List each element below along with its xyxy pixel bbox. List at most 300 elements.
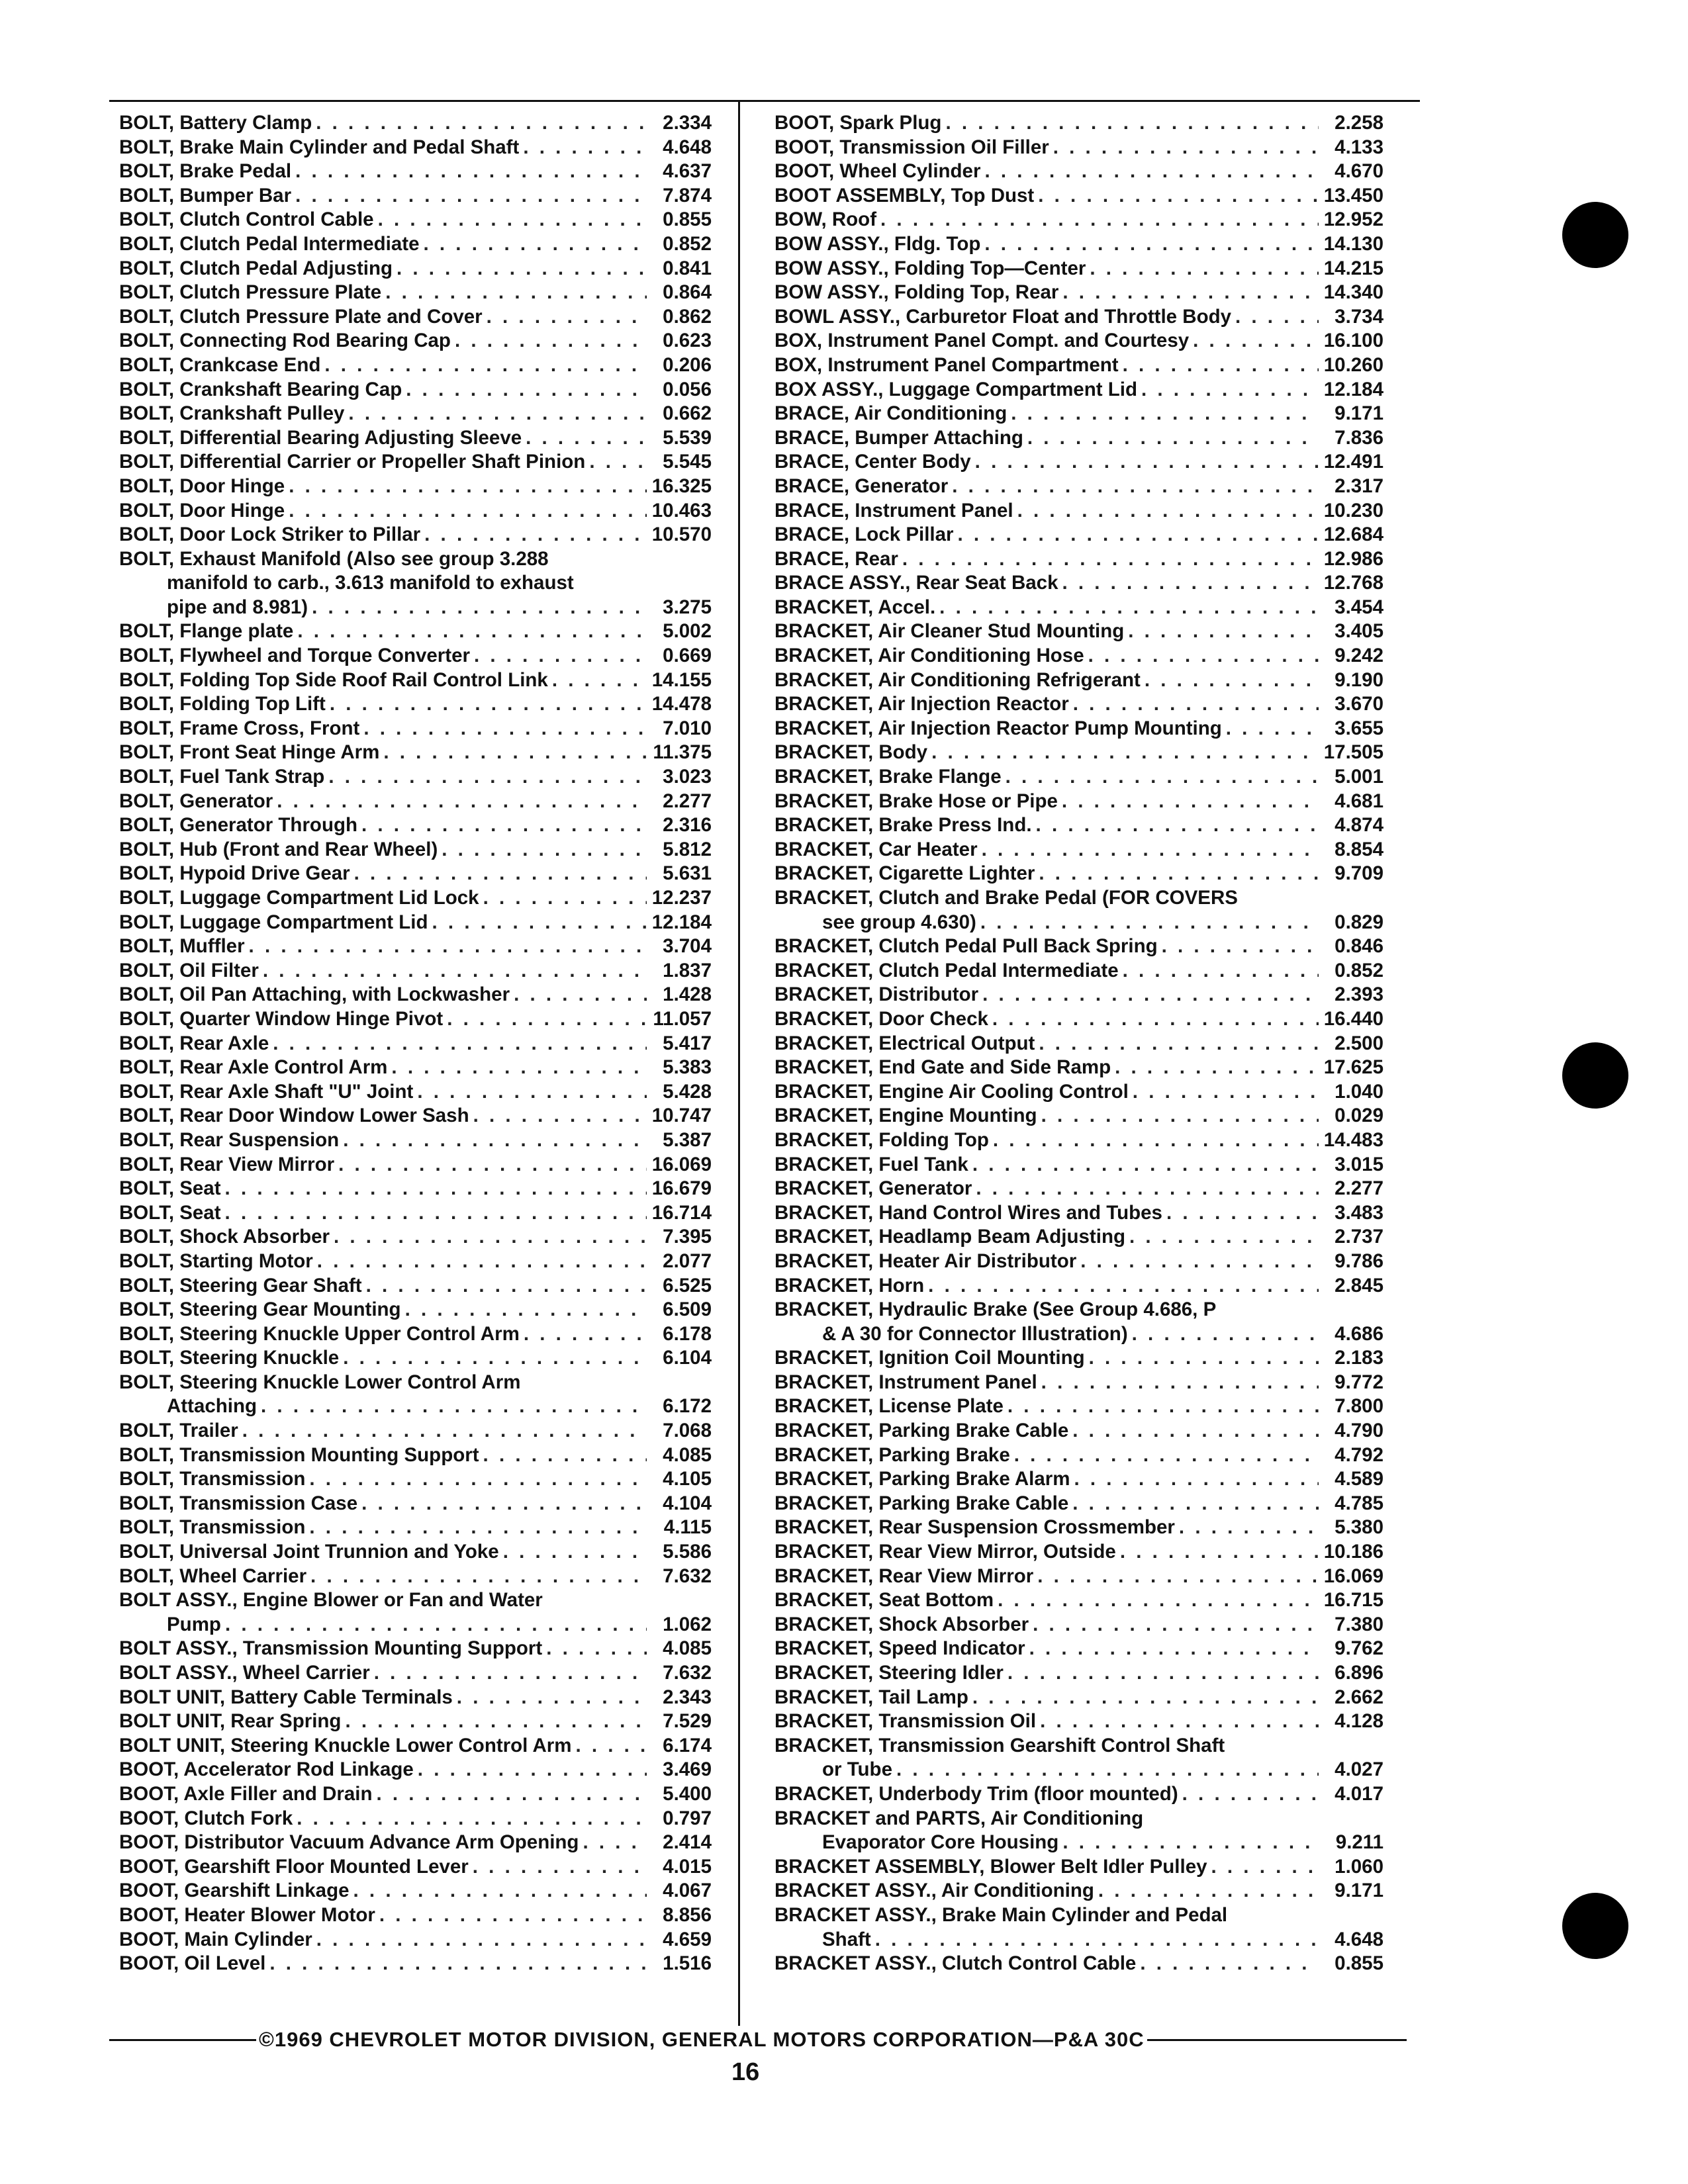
top-rule xyxy=(109,100,1420,102)
dot-leader xyxy=(391,1056,647,1080)
entry-name-line: BOLT, Differential Bearing Adjusting Sleeve xyxy=(119,426,522,449)
group-number: 0.855 xyxy=(1335,1952,1383,1975)
index-entry xyxy=(774,402,1383,426)
group-number: 6.104 xyxy=(663,1347,712,1369)
dot-leader xyxy=(366,1274,647,1298)
group-number: 7.836 xyxy=(1335,426,1383,449)
index-entry xyxy=(119,983,712,1007)
index-entry xyxy=(119,813,712,838)
group-number: 12.237 xyxy=(651,887,712,909)
dot-leader xyxy=(575,1734,647,1758)
index-entry xyxy=(119,1201,712,1226)
group-number: 2.277 xyxy=(663,790,712,812)
group-number: 16.069 xyxy=(1323,1565,1383,1587)
entry-name-line: BRACKET, Generator xyxy=(774,1177,972,1200)
group-number: 12.684 xyxy=(1323,523,1383,546)
group-number: 2.343 xyxy=(663,1686,712,1708)
index-entry xyxy=(774,475,1383,499)
dot-leader xyxy=(249,934,647,959)
dot-leader xyxy=(982,983,1319,1007)
dot-leader xyxy=(1132,1322,1319,1347)
group-number: 1.062 xyxy=(663,1613,712,1635)
index-entry xyxy=(774,1903,1383,1952)
group-number: 3.734 xyxy=(1335,305,1383,328)
entry-name-line: BRACKET, Parking Brake Cable xyxy=(774,1492,1069,1514)
index-entry xyxy=(774,1201,1383,1226)
entry-name-line: BOLT, Hypoid Drive Gear xyxy=(119,862,350,885)
dot-leader xyxy=(1039,862,1319,886)
dot-leader xyxy=(379,1903,647,1928)
entry-name-line: BRACKET, Ignition Coil Mounting xyxy=(774,1347,1085,1369)
entry-name-line: pipe and 8.981) xyxy=(167,596,308,618)
column-divider xyxy=(738,100,740,2026)
dot-leader xyxy=(424,523,647,547)
entry-name-line: BOW ASSY., Folding Top, Rear xyxy=(774,281,1059,304)
dot-leader xyxy=(1006,765,1319,790)
entry-name-line: BOLT, Battery Clamp xyxy=(119,112,312,134)
dot-leader xyxy=(225,1177,647,1201)
entry-name-line: BOLT, Clutch Pedal Adjusting xyxy=(119,257,393,279)
dot-leader xyxy=(957,523,1319,547)
index-entry xyxy=(774,741,1383,765)
entry-name-line: BOLT, Generator xyxy=(119,790,273,812)
group-number: 0.864 xyxy=(663,281,712,304)
index-entry xyxy=(774,136,1383,160)
index-entry xyxy=(119,838,712,862)
index-entry xyxy=(774,523,1383,547)
entry-name-line: BOLT, Brake Pedal xyxy=(119,160,292,183)
entry-name-line: BOLT ASSY., Transmission Mounting Support xyxy=(119,1637,543,1660)
index-entry xyxy=(774,1394,1383,1419)
group-number: 16.679 xyxy=(651,1177,712,1200)
index-entry xyxy=(774,1540,1383,1565)
dot-leader xyxy=(269,1952,647,1976)
index-column-left xyxy=(119,111,712,1976)
entry-name-line: BOOT, Main Cylinder xyxy=(119,1928,312,1950)
entry-name-line: BOOT, Gearshift Linkage xyxy=(119,1880,350,1902)
entry-name-line: BOW ASSY., Folding Top—Center xyxy=(774,257,1086,279)
dot-leader xyxy=(312,596,647,620)
binder-hole-bottom xyxy=(1562,1893,1628,1959)
entry-name-line: BOLT, Flange plate xyxy=(119,620,294,643)
entry-name-line: BOLT, Door Hinge xyxy=(119,475,285,497)
group-number: 0.846 xyxy=(1335,935,1383,958)
dot-leader xyxy=(972,1153,1319,1177)
entry-name-line: BOLT, Rear Suspension xyxy=(119,1128,340,1151)
index-entry xyxy=(119,159,712,184)
index-entry xyxy=(119,281,712,305)
index-entry xyxy=(119,1588,712,1637)
dot-leader xyxy=(1073,692,1319,717)
dot-leader xyxy=(939,596,1319,620)
index-entry xyxy=(774,329,1383,353)
group-number: 5.001 xyxy=(1335,766,1383,788)
index-entry xyxy=(119,741,712,765)
group-number: 4.085 xyxy=(663,1443,712,1466)
dot-leader xyxy=(1017,499,1319,523)
entry-name-line: BRACKET, Speed Indicator xyxy=(774,1637,1025,1660)
group-number: 5.428 xyxy=(663,1080,712,1103)
index-entry xyxy=(774,1104,1383,1128)
dot-leader xyxy=(317,1250,647,1274)
dot-leader xyxy=(1182,1782,1319,1807)
dot-leader xyxy=(345,1709,647,1734)
index-entry xyxy=(119,1686,712,1710)
dot-leader xyxy=(457,1686,647,1710)
entry-name-line: BOLT, Rear View Mirror xyxy=(119,1153,335,1175)
entry-name-line: BRACKET, Headlamp Beam Adjusting xyxy=(774,1226,1125,1248)
group-number: 7.010 xyxy=(663,717,712,739)
dot-leader xyxy=(1062,281,1319,305)
group-number: 1.060 xyxy=(1335,1855,1383,1878)
index-entry xyxy=(774,838,1383,862)
index-entry xyxy=(774,959,1383,983)
entry-name-line: BRACKET, End Gate and Side Ramp xyxy=(774,1056,1111,1079)
index-entry xyxy=(774,765,1383,790)
entry-name-line: BOLT, Luggage Compartment Lid xyxy=(119,911,428,933)
index-entry xyxy=(774,1879,1383,1903)
dot-leader xyxy=(1123,353,1319,378)
dot-leader xyxy=(343,1346,647,1371)
group-number: 17.625 xyxy=(1323,1056,1383,1079)
group-number: 7.632 xyxy=(663,1565,712,1587)
index-entry xyxy=(774,668,1383,693)
entry-name-line: BOLT, Front Seat Hinge Arm xyxy=(119,741,380,764)
dot-leader xyxy=(309,1467,647,1492)
group-number: 4.067 xyxy=(663,1880,712,1902)
dot-leader xyxy=(1133,1080,1319,1105)
group-number: 6.525 xyxy=(663,1274,712,1297)
index-column-right xyxy=(774,111,1383,1976)
entry-name-line: BRACKET, Engine Air Cooling Control xyxy=(774,1080,1129,1103)
group-number: 1.040 xyxy=(1335,1080,1383,1103)
index-entry xyxy=(774,547,1383,572)
group-number: 4.659 xyxy=(663,1928,712,1950)
index-entry xyxy=(774,934,1383,959)
dot-leader xyxy=(273,1032,647,1056)
entry-name-line: BOLT, Transmission xyxy=(119,1516,306,1539)
dot-leader xyxy=(297,619,647,644)
index-entry xyxy=(119,402,712,426)
index-entry xyxy=(119,619,712,644)
group-number: 7.395 xyxy=(663,1226,712,1248)
entry-name-line: BOLT, Steering Knuckle Upper Control Arm xyxy=(119,1322,520,1345)
entry-name-line: BOLT UNIT, Rear Spring xyxy=(119,1710,342,1733)
entry-name-line: manifold to carb., 3.613 manifold to exhaust xyxy=(167,572,574,594)
entry-name-line: BOOT, Gearshift Floor Mounted Lever xyxy=(119,1855,469,1878)
entry-name-line: BOLT, Seat xyxy=(119,1177,221,1200)
index-entry xyxy=(119,1346,712,1371)
footer-rule-left xyxy=(109,2039,256,2041)
entry-name-line: BOLT, Crankshaft Pulley xyxy=(119,402,345,425)
dot-leader xyxy=(1036,813,1319,838)
index-entry xyxy=(774,257,1383,281)
group-number: 2.500 xyxy=(1335,1032,1383,1054)
dot-leader xyxy=(473,1104,647,1128)
entry-name-line: BOLT, Differential Carrier or Propeller Shaft Pinion xyxy=(119,451,586,473)
group-number: 7.874 xyxy=(663,184,712,206)
dot-leader xyxy=(1080,1250,1319,1274)
group-number: 2.662 xyxy=(1335,1686,1383,1708)
index-entry xyxy=(119,692,712,717)
entry-name-line: BOLT, Shock Absorber xyxy=(119,1226,330,1248)
index-entry xyxy=(119,1467,712,1492)
index-entry xyxy=(774,353,1383,378)
dot-leader xyxy=(1226,717,1319,741)
entry-name-line: BRACKET, Air Cleaner Stud Mounting xyxy=(774,620,1125,643)
entry-name-line: BOLT, Steering Knuckle Lower Control Arm xyxy=(119,1371,521,1393)
entry-name-line: BRACKET ASSY., Air Conditioning xyxy=(774,1880,1094,1902)
group-number: 1.837 xyxy=(663,959,712,981)
index-entry xyxy=(774,450,1383,475)
dot-leader xyxy=(343,1128,647,1153)
index-entry xyxy=(774,1419,1383,1443)
dot-leader xyxy=(1014,1443,1319,1468)
dot-leader xyxy=(338,1153,647,1177)
index-entry xyxy=(119,547,712,620)
dot-leader xyxy=(1008,1394,1319,1419)
dot-leader xyxy=(334,1225,647,1250)
entry-name-line: BOLT, Rear Axle Control Arm xyxy=(119,1056,388,1079)
dot-leader xyxy=(524,1322,647,1347)
group-number: 5.545 xyxy=(663,451,712,473)
index-entry xyxy=(119,353,712,378)
group-number: 2.317 xyxy=(1335,475,1383,497)
entry-name-line: BRACKET, Shock Absorber xyxy=(774,1613,1029,1635)
group-number: 10.186 xyxy=(1323,1541,1383,1563)
group-number: 3.275 xyxy=(663,596,712,618)
entry-name-line: BRACKET, Parking Brake Cable xyxy=(774,1420,1069,1442)
group-number: 2.183 xyxy=(1335,1347,1383,1369)
entry-name-line: BOLT, Starting Motor xyxy=(119,1250,313,1272)
entry-name-line: BRACKET, Hand Control Wires and Tubes xyxy=(774,1201,1162,1224)
group-number: 9.190 xyxy=(1335,668,1383,691)
group-number: 5.400 xyxy=(663,1782,712,1805)
index-entry xyxy=(774,1298,1383,1346)
dot-leader xyxy=(980,911,1319,935)
dot-leader xyxy=(896,1758,1319,1782)
entry-name-line: BRACE, Generator xyxy=(774,475,949,497)
index-entry xyxy=(119,329,712,353)
entry-name-line: BRACKET, Accel. xyxy=(774,596,936,618)
group-number: 3.704 xyxy=(663,935,712,958)
entry-name-line: BRACKET, Folding Top xyxy=(774,1128,989,1151)
group-number: 14.155 xyxy=(651,668,712,691)
index-entry xyxy=(774,1588,1383,1613)
entry-name-line: BOLT, Rear Door Window Lower Sash xyxy=(119,1105,469,1127)
group-number: 4.085 xyxy=(663,1637,712,1660)
group-number: 12.184 xyxy=(651,911,712,933)
index-entry xyxy=(119,1928,712,1952)
index-entry xyxy=(774,813,1383,838)
entry-name-line: BOLT, Quarter Window Hinge Pivot xyxy=(119,1007,444,1030)
binder-hole-top xyxy=(1562,202,1628,268)
index-entry xyxy=(774,499,1383,523)
dot-leader xyxy=(374,1661,647,1686)
dot-leader xyxy=(483,1443,647,1468)
group-number: 6.509 xyxy=(663,1298,712,1321)
index-entry xyxy=(774,1782,1383,1807)
group-number: 7.632 xyxy=(663,1662,712,1684)
dot-leader xyxy=(1145,668,1319,693)
index-entry xyxy=(119,257,712,281)
group-number: 11.375 xyxy=(653,741,712,764)
index-entry xyxy=(119,1782,712,1807)
dot-leader xyxy=(348,402,647,426)
entry-name-line: BRACKET, Air Injection Reactor xyxy=(774,693,1069,715)
dot-leader xyxy=(503,1540,647,1565)
index-entry xyxy=(774,1613,1383,1637)
index-entry xyxy=(119,1855,712,1880)
group-number: 4.104 xyxy=(663,1492,712,1514)
entry-name-line: BOOT, Heater Blower Motor xyxy=(119,1903,375,1926)
copyright-notice: ©1969 CHEVROLET MOTOR DIVISION, GENERAL MOTORS CORPORATION—P&A 30C xyxy=(259,2028,1145,2051)
entry-name-line: BRACKET, Brake Flange xyxy=(774,766,1002,788)
entry-name-line: BOLT ASSY., Engine Blower or Fan and Water xyxy=(119,1589,543,1612)
entry-name-line: BRACE, Lock Pillar xyxy=(774,523,954,546)
entry-name-line: BOLT, Rear Axle xyxy=(119,1032,269,1054)
entry-name-line: BOW ASSY., Fldg. Top xyxy=(774,232,981,255)
dot-leader xyxy=(1089,1346,1319,1371)
entry-name-line: BOWL ASSY., Carburetor Float and Throttle Body xyxy=(774,305,1232,328)
index-entry xyxy=(119,136,712,160)
group-number: 3.454 xyxy=(1335,596,1383,618)
entry-name-line: Attaching xyxy=(167,1395,258,1418)
index-entry xyxy=(119,1443,712,1468)
index-entry xyxy=(119,1709,712,1734)
group-number: 3.023 xyxy=(663,766,712,788)
index-entry xyxy=(774,1225,1383,1250)
dot-leader xyxy=(1166,1201,1319,1226)
group-number: 16.069 xyxy=(651,1153,712,1175)
index-entry xyxy=(119,1831,712,1855)
group-number: 0.852 xyxy=(1335,959,1383,981)
dot-leader xyxy=(418,1758,647,1782)
dot-leader xyxy=(442,838,647,862)
group-number: 0.862 xyxy=(663,305,712,328)
entry-name-line: BRACKET, Electrical Output xyxy=(774,1032,1035,1054)
entry-name-line: BOLT UNIT, Steering Knuckle Lower Control Arm xyxy=(119,1734,572,1756)
footer-rule-right xyxy=(1147,2039,1407,2041)
entry-name-line: BOLT, Oil Filter xyxy=(119,959,259,981)
group-number: 5.631 xyxy=(663,862,712,885)
group-number: 6.178 xyxy=(663,1322,712,1345)
dot-leader xyxy=(972,1686,1319,1710)
entry-name-line: BRACKET, License Plate xyxy=(774,1395,1004,1418)
entry-name-line: BRACKET, Tail Lamp xyxy=(774,1686,968,1708)
group-number: 4.128 xyxy=(1335,1710,1383,1733)
dot-leader xyxy=(975,450,1319,475)
group-number: 0.669 xyxy=(663,645,712,667)
entry-name-line: BOOT, Clutch Fork xyxy=(119,1807,293,1829)
dot-leader xyxy=(1162,934,1319,959)
index-entry xyxy=(774,1056,1383,1080)
group-number: 7.800 xyxy=(1335,1395,1383,1418)
index-entry xyxy=(119,208,712,232)
index-entry xyxy=(774,1637,1383,1661)
index-entry xyxy=(119,426,712,451)
dot-leader xyxy=(880,208,1319,232)
entry-name-line: BOLT, Rear Axle Shaft "U" Joint xyxy=(119,1080,414,1103)
entry-name-line: BOLT, Transmission Case xyxy=(119,1492,358,1514)
entry-name-line: BOLT, Door Hinge xyxy=(119,499,285,522)
dot-leader xyxy=(455,329,647,353)
index-entry xyxy=(774,305,1383,330)
group-number: 3.655 xyxy=(1335,717,1383,739)
group-number: 0.206 xyxy=(663,353,712,376)
group-number: 4.015 xyxy=(663,1855,712,1878)
index-entry xyxy=(774,1250,1383,1274)
group-number: 10.570 xyxy=(651,523,712,546)
group-number: 2.277 xyxy=(1335,1177,1383,1200)
entry-name-line: BOX ASSY., Luggage Compartment Lid xyxy=(774,378,1137,400)
index-entry xyxy=(774,1128,1383,1153)
entry-name-line: BRACKET, Brake Hose or Pipe xyxy=(774,790,1058,812)
index-entry xyxy=(119,1952,712,1976)
group-number: 4.637 xyxy=(663,160,712,183)
entry-name-line: BOLT, Folding Top Side Roof Rail Control Link xyxy=(119,668,548,691)
entry-name-line: BOOT, Wheel Cylinder xyxy=(774,160,981,183)
index-entry xyxy=(774,983,1383,1007)
group-number: 3.015 xyxy=(1335,1153,1383,1175)
entry-name-line: BRACKET, Instrument Panel xyxy=(774,1371,1037,1393)
index-entry xyxy=(119,862,712,886)
index-entry xyxy=(119,886,712,911)
entry-name-line: BOLT, Crankcase End xyxy=(119,353,321,376)
entry-name-line: BRACKET, Clutch and Brake Pedal (FOR COVERS xyxy=(774,887,1238,909)
index-entry xyxy=(774,1153,1383,1177)
index-entry xyxy=(774,596,1383,620)
dot-leader xyxy=(1115,1056,1319,1080)
dot-leader xyxy=(1041,1371,1319,1395)
dot-leader xyxy=(1123,959,1319,983)
dot-leader xyxy=(1072,1492,1319,1516)
group-number: 2.077 xyxy=(663,1250,712,1272)
index-entry xyxy=(774,232,1383,257)
entry-name-line: BOLT, Folding Top Lift xyxy=(119,693,326,715)
entry-name-line: BRACKET, Horn xyxy=(774,1274,925,1297)
entry-name-line: BRACE, Bumper Attaching xyxy=(774,426,1023,449)
dot-leader xyxy=(277,790,647,814)
group-number: 4.589 xyxy=(1335,1468,1383,1490)
entry-name-line: BOLT, Fuel Tank Strap xyxy=(119,766,325,788)
group-number: 7.380 xyxy=(1335,1613,1383,1635)
entry-name-line: BOLT, Clutch Pressure Plate and Cover xyxy=(119,305,483,328)
index-entry xyxy=(119,1758,712,1782)
dot-leader xyxy=(361,813,647,838)
entry-name-line: BRACKET ASSY., Clutch Control Cable xyxy=(774,1952,1137,1975)
index-entry xyxy=(119,1734,712,1758)
dot-leader xyxy=(289,475,647,499)
group-number: 0.623 xyxy=(663,330,712,352)
group-number: 2.414 xyxy=(663,1831,712,1854)
dot-leader xyxy=(309,1516,647,1540)
dot-leader xyxy=(316,1928,647,1952)
group-number: 0.852 xyxy=(663,232,712,255)
entry-name-line: BOLT, Oil Pan Attaching, with Lockwasher xyxy=(119,983,510,1006)
entry-name-line: BRACKET, Rear View Mirror xyxy=(774,1565,1034,1587)
group-number: 9.772 xyxy=(1335,1371,1383,1393)
group-number: 2.393 xyxy=(1335,983,1383,1006)
group-number: 0.029 xyxy=(1335,1105,1383,1127)
group-number: 9.762 xyxy=(1335,1637,1383,1660)
group-number: 8.854 xyxy=(1335,838,1383,860)
dot-leader xyxy=(998,1588,1319,1613)
index-entry xyxy=(119,1637,712,1661)
entry-name-line: BRACKET, Parking Brake Alarm xyxy=(774,1468,1070,1490)
group-number: 4.874 xyxy=(1335,814,1383,837)
group-number: 10.230 xyxy=(1323,499,1383,522)
